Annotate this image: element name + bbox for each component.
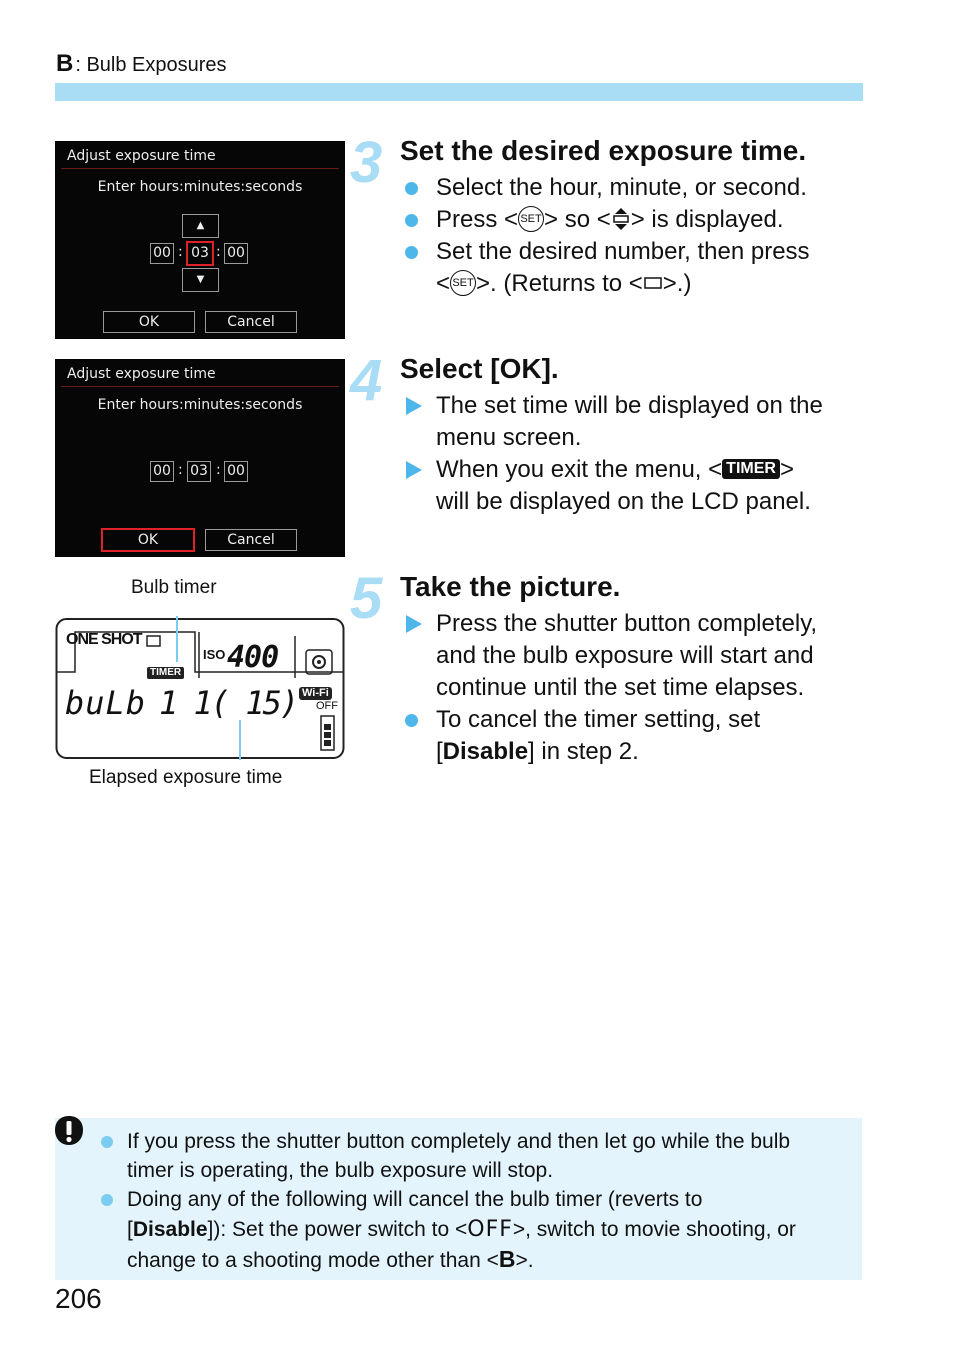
bullet-icon [405, 214, 418, 227]
bullet-icon [405, 246, 418, 259]
wifi-state: OFF [316, 700, 338, 712]
bulb-mode-symbol: B [56, 50, 74, 77]
caution-text: [Disable]): Set the power switch to <OFF>, switch to movie shooting, or [127, 1217, 796, 1242]
step-text: Set the desired number, then press [436, 238, 810, 265]
screen-subtitle: Enter hours:minutes:seconds [97, 179, 303, 195]
set-button-icon: SET [450, 270, 476, 296]
bullet-icon [101, 1194, 113, 1206]
step-text: will be displayed on the LCD panel. [436, 488, 811, 515]
up-arrow-icon[interactable]: ▲ [182, 214, 219, 238]
screen-title: Adjust exposure time [67, 148, 216, 164]
step-number: 4 [350, 348, 383, 413]
ok-button[interactable]: OK [101, 528, 195, 552]
step-title: Take the picture. [400, 571, 621, 602]
minutes-field[interactable]: 03 [187, 461, 211, 482]
step-text: < SET>. (Returns to < >.) [436, 270, 692, 297]
screen-title: Adjust exposure time [67, 366, 216, 382]
set-button-icon: SET [518, 206, 544, 232]
result-arrow-icon [406, 615, 422, 633]
power-off-symbol: OFF [467, 1217, 513, 1242]
single-shot-icon [643, 271, 663, 295]
bullet-icon [405, 182, 418, 195]
step-text: menu screen. [436, 424, 582, 451]
step-title: Select [OK]. [400, 353, 559, 384]
caution-text: If you press the shutter button completely and then let go while the bulb [127, 1130, 791, 1153]
camera-screen-step3 [55, 141, 345, 339]
caution-text: timer is operating, the bulb exposure will stop. [127, 1159, 554, 1182]
af-mode: ONE SHOT [66, 631, 142, 648]
screen-divider [61, 386, 339, 387]
colon: : [178, 244, 183, 260]
wifi-indicator: Wi-Fi [299, 687, 332, 700]
page-number: 206 [55, 1283, 102, 1314]
step-title: Set the desired exposure time. [400, 135, 807, 166]
step-text: To cancel the timer setting, set [436, 706, 761, 733]
lcd-panel [55, 616, 345, 760]
colon: : [178, 462, 183, 478]
section-header-label: : Bulb Exposures [75, 54, 227, 76]
screen-subtitle: Enter hours:minutes:seconds [97, 397, 303, 413]
step-number: 3 [350, 130, 383, 195]
caution-text: Doing any of the following will cancel the bulb timer (reverts to [127, 1188, 703, 1211]
step-number: 5 [350, 566, 383, 631]
result-arrow-icon [406, 461, 422, 479]
bulb-indicator: buLb [65, 684, 147, 722]
step-text: continue until the set time elapses. [436, 674, 805, 701]
colon: : [216, 462, 221, 478]
iso-value: 400 [227, 640, 279, 675]
header-bar [55, 83, 863, 101]
step-text: Press the shutter button completely, [436, 610, 818, 637]
step-text: [Disable] in step 2. [436, 738, 639, 765]
result-arrow-icon [406, 397, 422, 415]
step-text: When you exit the menu, < TIMER > [436, 456, 794, 483]
lcd-label-elapsed: Elapsed exposure time [89, 767, 283, 788]
bullet-icon [101, 1136, 113, 1148]
bullet-icon [405, 714, 418, 727]
timer-indicator: TIMER [147, 667, 184, 679]
lcd-label-bulb-timer: Bulb timer [131, 577, 217, 598]
timer-badge: TIMER [722, 459, 780, 479]
down-arrow-icon[interactable]: ▼ [182, 268, 219, 292]
colon: : [216, 244, 221, 260]
caution-text: change to a shooting mode other than <B>. [127, 1246, 534, 1272]
cancel-button[interactable]: Cancel [205, 311, 297, 333]
minutes-field[interactable]: 03 [186, 241, 214, 266]
caution-icon [53, 1115, 85, 1147]
bulb-mode-symbol: B [498, 1246, 516, 1272]
hours-field[interactable]: 00 [150, 461, 174, 482]
up-down-arrows-icon [611, 207, 631, 231]
iso-label: ISO [203, 647, 226, 662]
step-text: and the bulb exposure will start and [436, 642, 814, 669]
seconds-field[interactable]: 00 [224, 461, 248, 482]
ok-button[interactable]: OK [103, 311, 195, 333]
hours-field[interactable]: 00 [150, 243, 174, 264]
elapsed-time: 1 1( 15) [159, 684, 298, 722]
screen-divider [61, 168, 339, 169]
section-header [56, 50, 227, 78]
step-text: The set time will be displayed on the [436, 392, 823, 419]
step-text: Select the hour, minute, or second. [436, 174, 807, 201]
seconds-field[interactable]: 00 [224, 243, 248, 264]
camera-screen-step4 [55, 359, 345, 557]
cancel-button[interactable]: Cancel [205, 529, 297, 551]
step-text: Press < SET> so < > is displayed. [436, 206, 784, 233]
